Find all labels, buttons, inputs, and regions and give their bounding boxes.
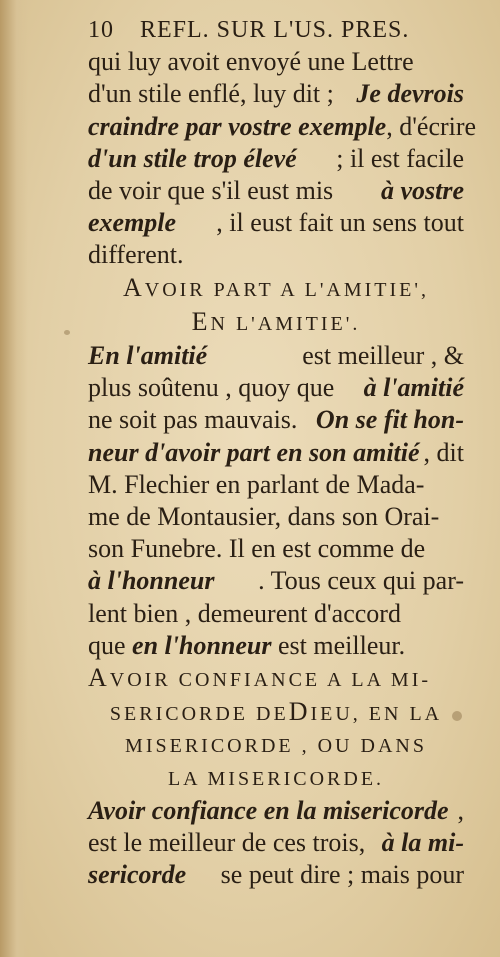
running-title: REFL. SUR L'US. PRES. <box>140 17 410 43</box>
text-line: d'un stile trop élevé ; il est facile <box>88 143 464 173</box>
text-line: est le meilleur de ces trois, à la mi- <box>88 828 464 858</box>
page-binding-shadow <box>0 0 28 957</box>
text-line: que en l'honneur est meilleur. <box>88 630 406 660</box>
text-line: neur d'avoir part en son amitié , dit <box>88 437 464 467</box>
text-line: me de Montausier, dans son Orai- <box>88 502 440 532</box>
section-heading: MISERICORDE , OU DANS <box>125 735 427 758</box>
text-line: sericorde se peut dire ; mais pour <box>88 860 464 890</box>
text-line: qui luy avoit envoyé une Lettre <box>88 47 414 77</box>
text-line: d'un stile enflé, luy dit ; Je devrois <box>88 79 464 109</box>
ink-stain <box>64 330 70 335</box>
text-line: à l'honneur . Tous ceux qui par- <box>88 566 464 596</box>
section-heading: SERICORDE DEDIEU, EN LA <box>109 697 443 727</box>
text-line: exemple , il eust fait un sens tout <box>88 208 464 238</box>
page-number: 10 <box>88 17 114 43</box>
text-line: En l'amitié est meilleur , & <box>88 341 464 371</box>
text-line: different. <box>88 240 184 270</box>
text-line: lent bien , demeurent d'accord <box>88 598 401 628</box>
running-header <box>88 14 464 46</box>
text-line: M. Flechier en parlant de Mada- <box>88 469 425 499</box>
text-line: plus soûtenu , quoy que à l'amitié <box>88 373 464 403</box>
page-text <box>88 14 477 891</box>
section-heading: AVOIR CONFIANCE A LA MI- <box>88 663 432 693</box>
text-line: ne soit pas mauvais. On se fit hon- <box>88 405 464 435</box>
text-line: Avoir confiance en la misericorde , <box>88 795 464 825</box>
section-heading: AVOIR PART A L'AMITIE', <box>122 272 430 302</box>
section-heading: LA MISERICORDE. <box>167 767 385 790</box>
text-line: de voir que s'il eust mis à vostre <box>88 176 464 206</box>
text-line: craindre par vostre exemple , d'écrire <box>88 111 477 141</box>
text-line: son Funebre. Il en est comme de <box>88 534 426 564</box>
section-heading: EN L'AMITIE'. <box>191 306 361 336</box>
